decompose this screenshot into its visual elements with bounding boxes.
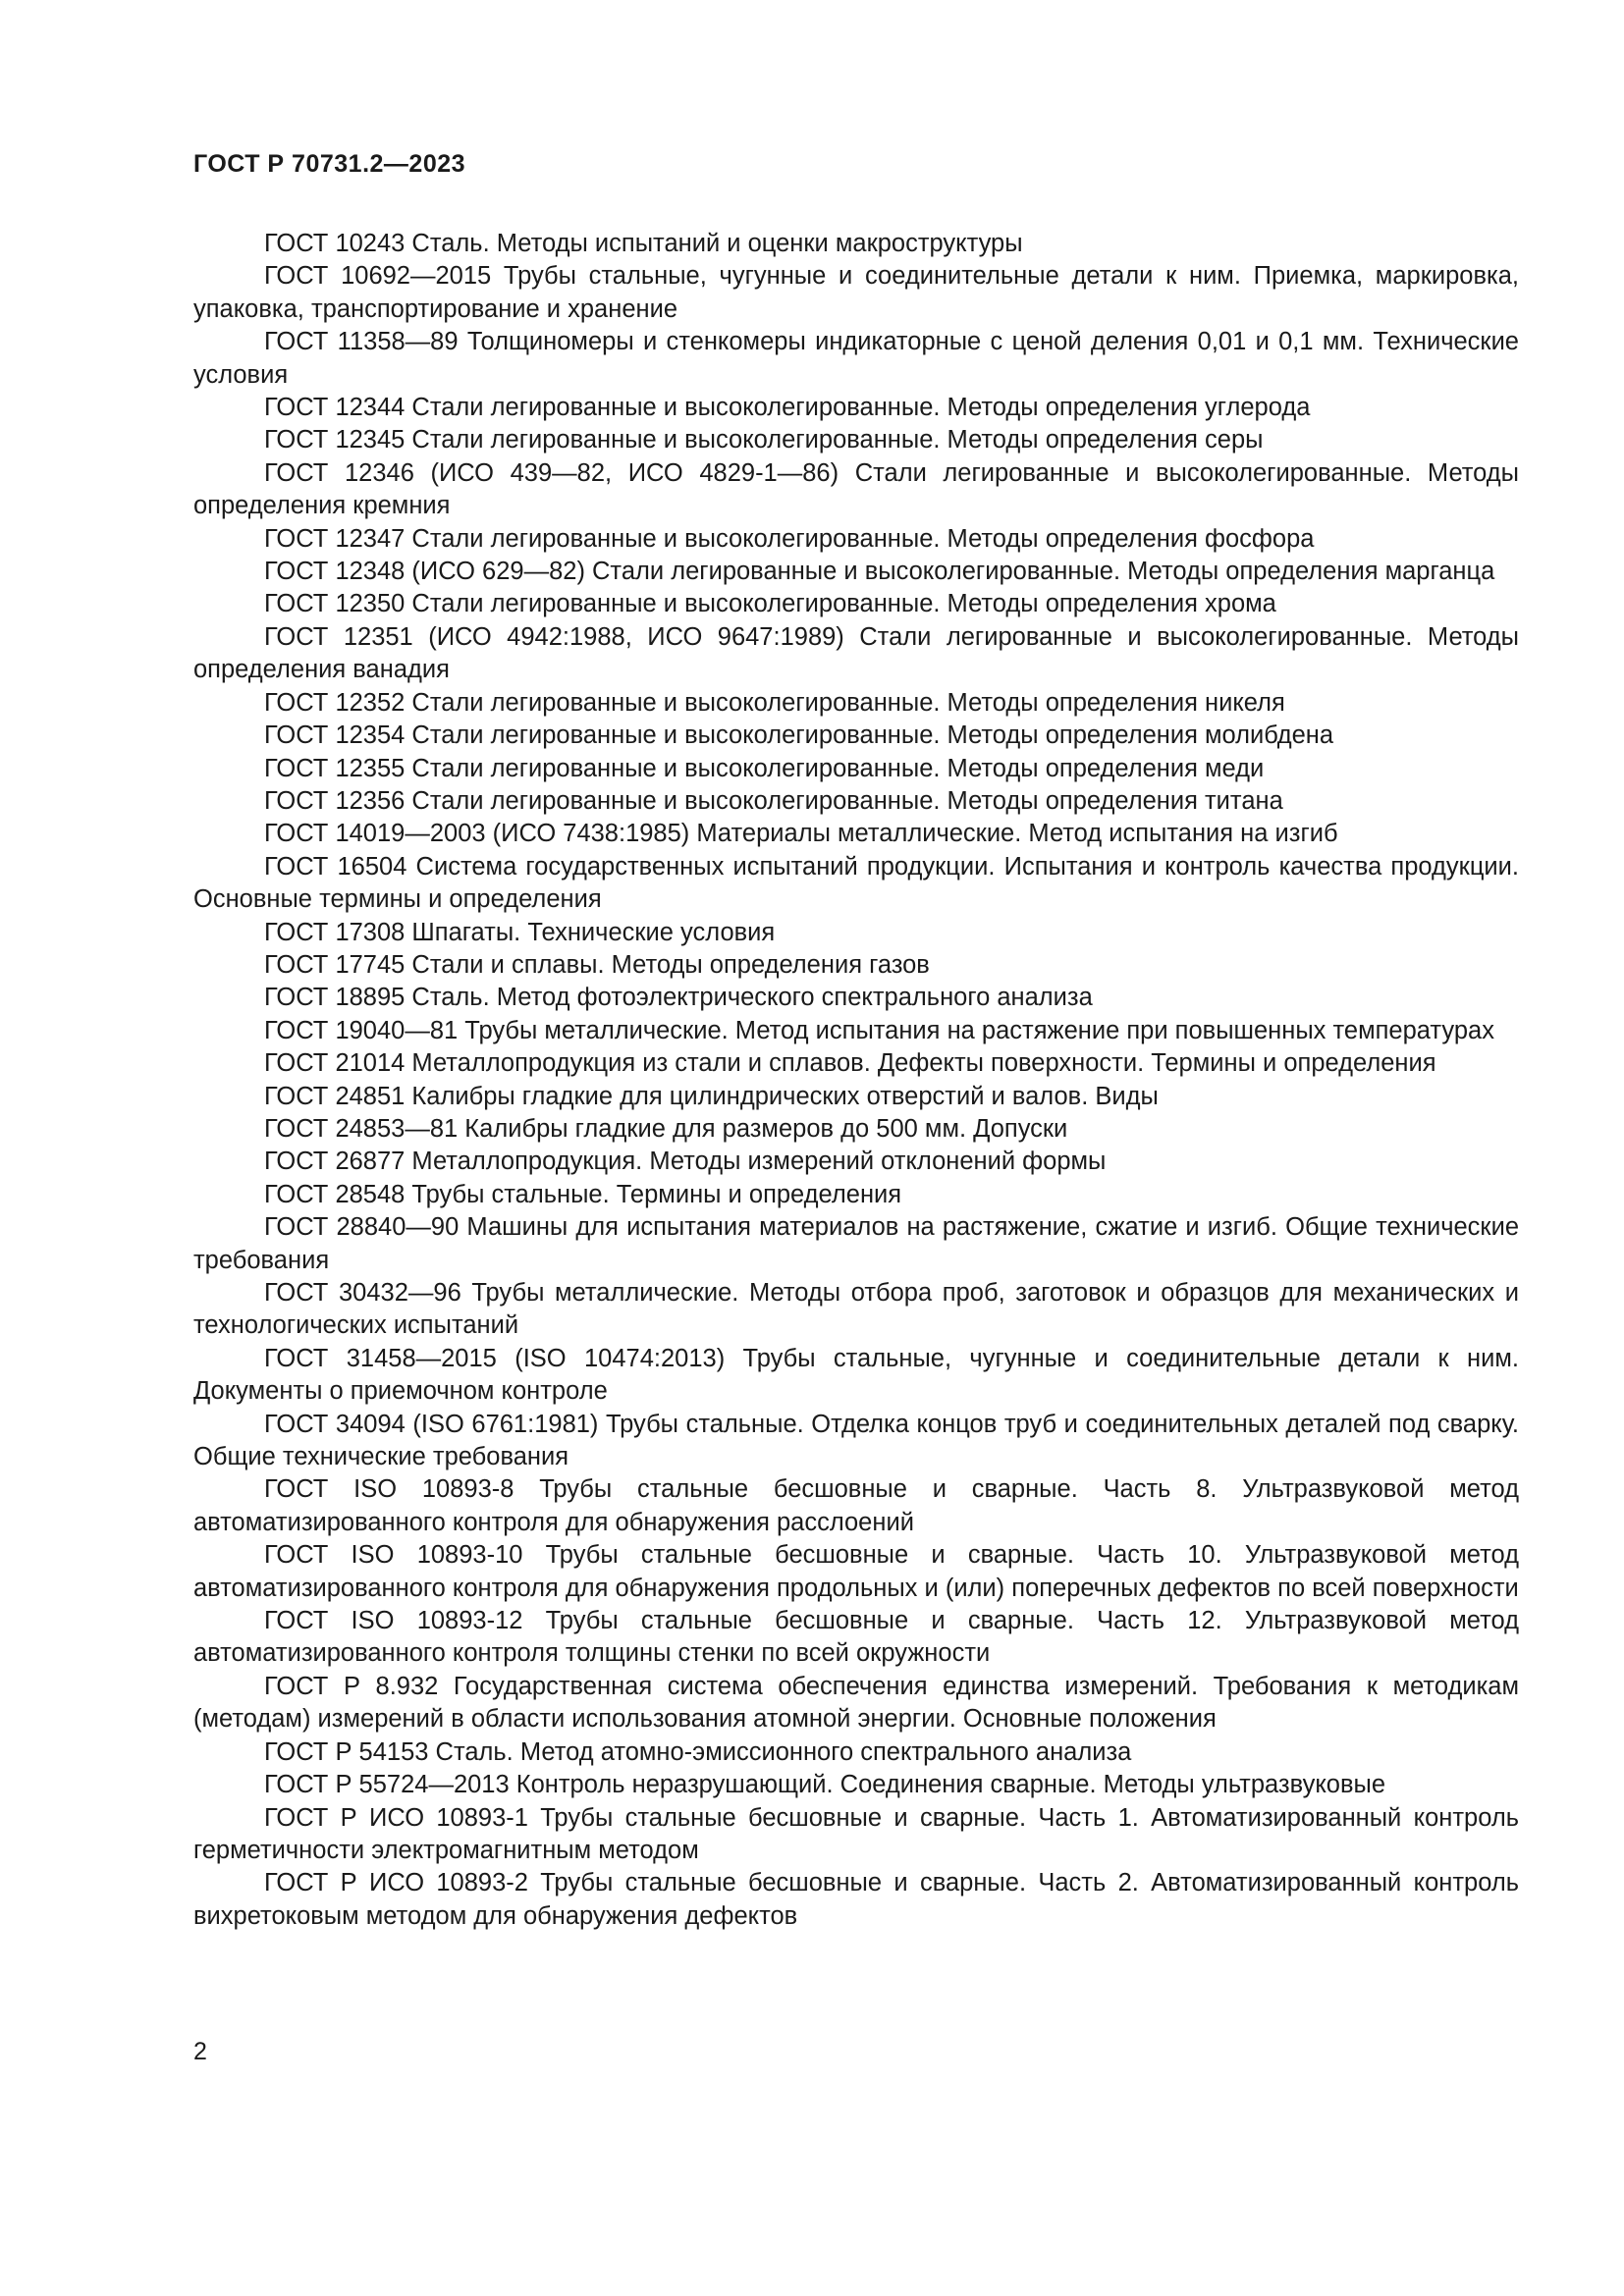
reference-item: ГОСТ 12344 Стали легированные и высоколегированные. Методы определения углерода [264, 394, 1311, 422]
reference-item: ГОСТ ISO 10893-8 Трубы стальные бесшовные и сварные. Часть 8. Ультразвуковой метод автоматизированного контроля для обнаружения расслоений [193, 1475, 1519, 1536]
reference-item: ГОСТ 28840—90 Машины для испытания материалов на растяжение, сжатие и изгиб. Общие технические требования [193, 1213, 1519, 1274]
reference-item: ГОСТ ISO 10893-10 Трубы стальные бесшовные и сварные. Часть 10. Ультразвуковой метод автоматизированного контроля для обнаружения продольных и (или) поперечных дефектов по всей поверхности [193, 1541, 1519, 1602]
reference-item: ГОСТ 12345 Стали легированные и высоколегированные. Методы определения серы [264, 426, 1264, 454]
reference-item: ГОСТ Р 55724—2013 Контроль неразрушающий. Соединения сварные. Методы ультразвуковые [264, 1771, 1386, 1799]
normative-references-list [193, 228, 1519, 1933]
reference-item: ГОСТ 11358—89 Толщиномеры и стенкомеры индикаторные с ценой деления 0,01 и 0,1 мм. Технические условия [193, 328, 1519, 389]
reference-item: ГОСТ 10692—2015 Трубы стальные, чугунные и соединительные детали к ним. Приемка, маркировка, упаковка, транспортирование и хранение [193, 262, 1519, 323]
reference-item: ГОСТ Р 8.932 Государственная система обеспечения единства измерений. Требования к методикам (методам) измерений в области использования атомной энергии. Основные положения [193, 1672, 1519, 1734]
reference-item: ГОСТ 24851 Калибры гладкие для цилиндрических отверстий и валов. Виды [264, 1082, 1159, 1110]
page-number: 2 [193, 2038, 207, 2065]
reference-item: ГОСТ 34094 (ISO 6761:1981) Трубы стальные. Отделка концов труб и соединительных деталей под сварку. Общие технические требования [193, 1410, 1519, 1471]
reference-item: ГОСТ 30432—96 Трубы металлические. Методы отбора проб, заготовок и образцов для механических и технологических испытаний [193, 1279, 1519, 1340]
reference-item: ГОСТ 19040—81 Трубы металлические. Метод испытания на растяжение при повышенных температурах [264, 1016, 1494, 1044]
reference-item: ГОСТ Р ИСО 10893-1 Трубы стальные бесшовные и сварные. Часть 1. Автоматизированный контроль герметичности электромагнитным методом [193, 1803, 1519, 1864]
reference-item: ГОСТ ISO 10893-12 Трубы стальные бесшовные и сварные. Часть 12. Ультразвуковой метод автоматизированного контроля толщины стенки по всей окружности [193, 1607, 1519, 1668]
reference-item: ГОСТ 12355 Стали легированные и высоколегированные. Методы определения меди [264, 754, 1265, 782]
reference-item: ГОСТ 12351 (ИСО 4942:1988, ИСО 9647:1989) Стали легированные и высоколегированные. Методы определения ванадия [193, 622, 1519, 684]
reference-item: ГОСТ 21014 Металлопродукция из стали и сплавов. Дефекты поверхности. Термины и определения [264, 1049, 1436, 1078]
reference-item: ГОСТ 12346 (ИСО 439—82, ИСО 4829-1—86) Стали легированные и высоколегированные. Методы определения кремния [193, 458, 1519, 520]
reference-item: ГОСТ 14019—2003 (ИСО 7438:1985) Материалы металлические. Метод испытания на изгиб [264, 820, 1338, 848]
document-header-code: ГОСТ Р 70731.2—2023 [193, 150, 466, 178]
reference-item: ГОСТ 12348 (ИСО 629—82) Стали легированные и высоколегированные. Методы определения марганца [264, 558, 1495, 586]
reference-item: ГОСТ 12356 Стали легированные и высоколегированные. Методы определения титана [264, 786, 1283, 815]
reference-item: ГОСТ 12354 Стали легированные и высоколегированные. Методы определения молибдена [264, 721, 1334, 750]
reference-item: ГОСТ 17745 Стали и сплавы. Методы определения газов [264, 950, 930, 979]
reference-item: ГОСТ 10243 Сталь. Методы испытаний и оценки макроструктуры [264, 230, 1023, 257]
reference-item: ГОСТ 31458—2015 (ISO 10474:2013) Трубы стальные, чугунные и соединительные детали к ним. Документы о приемочном контроле [193, 1344, 1519, 1406]
reference-item: ГОСТ Р 54153 Сталь. Метод атомно-эмиссионного спектрального анализа [264, 1737, 1132, 1766]
reference-item: ГОСТ 28548 Трубы стальные. Термины и определения [264, 1180, 902, 1208]
reference-item: ГОСТ 26877 Металлопродукция. Методы измерений отклонений формы [264, 1148, 1107, 1176]
reference-item: ГОСТ 12352 Стали легированные и высоколегированные. Методы определения никеля [264, 688, 1285, 717]
reference-item: ГОСТ 16504 Система государственных испытаний продукции. Испытания и контроль качества продукции. Основные термины и определения [193, 852, 1519, 914]
reference-item: ГОСТ 12347 Стали легированные и высоколегированные. Методы определения фосфора [264, 524, 1315, 553]
reference-item: ГОСТ 12350 Стали легированные и высоколегированные. Методы определения хрома [264, 590, 1276, 618]
reference-item: ГОСТ 17308 Шпагаты. Технические условия [264, 918, 776, 946]
reference-item: ГОСТ Р ИСО 10893-2 Трубы стальные бесшовные и сварные. Часть 2. Автоматизированный контроль вихретоковым методом для обнаружения дефектов [193, 1869, 1519, 1930]
reference-item: ГОСТ 18895 Сталь. Метод фотоэлектрического спектрального анализа [264, 984, 1093, 1012]
reference-item: ГОСТ 24853—81 Калибры гладкие для размеров до 500 мм. Допуски [264, 1114, 1068, 1143]
